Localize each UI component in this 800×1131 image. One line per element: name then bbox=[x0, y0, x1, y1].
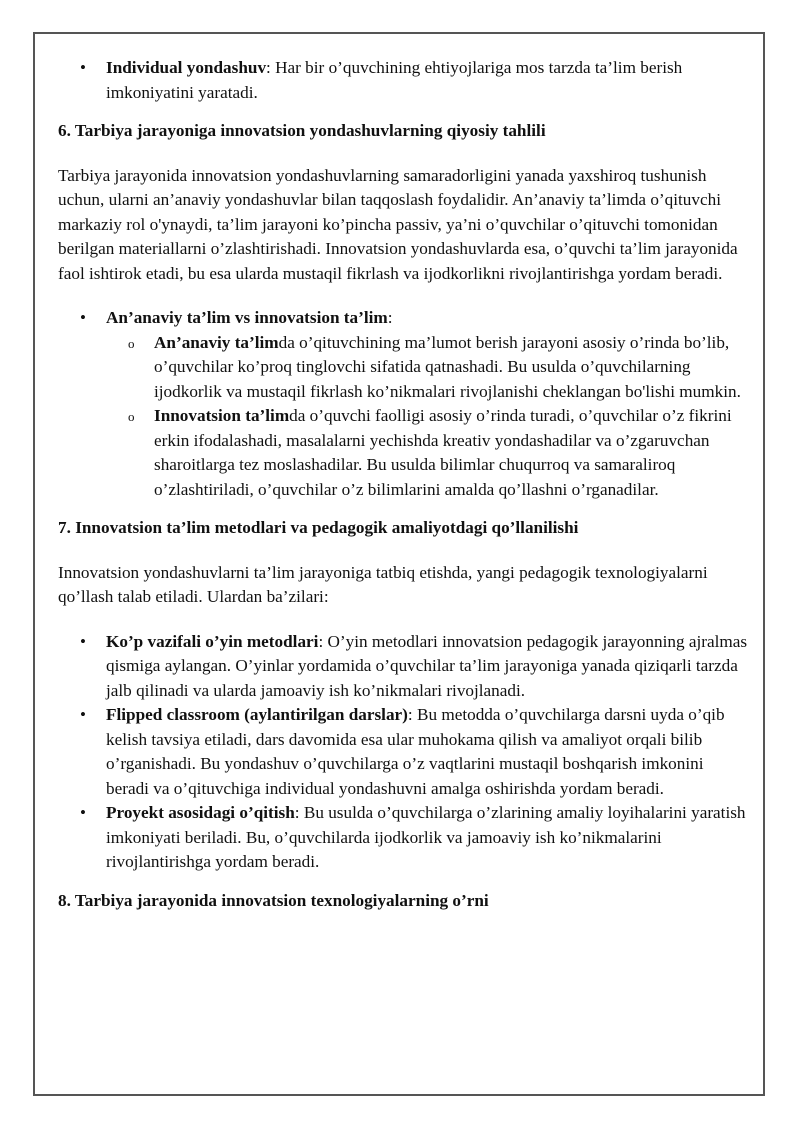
list-item bbox=[106, 703, 748, 801]
item-term: Proyekt asosidagi o’qitish bbox=[106, 803, 295, 822]
section-6-heading: 6. Tarbiya jarayoniga innovatsion yondashuvlarning qiyosiy tahlili bbox=[58, 121, 546, 140]
list-item bbox=[106, 630, 748, 704]
comparison-suffix: : bbox=[387, 308, 393, 327]
item-text: : Bu usulda o’quvchilarga o’zlarining amaliy loyihalarini yaratish imkoniyati beriladi. Bu, o’quvchilarda ijodkorlik va jamoaviy ish ko’nikmalarini rivojlantirishga yordam beradi. bbox=[106, 803, 746, 871]
item-term: Flipped classroom (aylantirilgan darslar) bbox=[106, 705, 408, 724]
sub-term: An’anaviy ta’lim bbox=[154, 332, 279, 352]
comparison-term: An’anaviy ta’lim vs innovatsion ta’lim bbox=[106, 308, 388, 327]
list-item bbox=[106, 56, 748, 105]
sub-term: Innovatsion ta’lim bbox=[154, 406, 290, 425]
comparison-sublist bbox=[106, 331, 748, 503]
sublist-item bbox=[154, 404, 748, 502]
comparison-list bbox=[58, 306, 748, 502]
section-7-heading: 7. Innovatsion ta’lim metodlari va pedagogik amaliyotdagi qo’llanilishi bbox=[58, 518, 579, 537]
item-text: : Bu metodda o’quvchilarga darsni uyda o’qib kelish tavsiya etiladi, dars davomida esa ular muhokama qilish va amaliyot orqali bilib o’rganishadi. Bu yondashuv o’quvchilarga o’z vaqtlarini mustaqil boshqarish imkonini beradi va o’qituvchiga individual yondashuvni amalga oshirishda yordam beradi. bbox=[106, 705, 725, 798]
item-term: Ko’p vazifali o’yin metodlari bbox=[106, 631, 319, 651]
document-body bbox=[58, 56, 748, 913]
section-8-heading: 8. Tarbiya jarayonida innovatsion texnologiyalarning o’rni bbox=[58, 890, 489, 910]
methods-list bbox=[58, 630, 748, 875]
sub-text: da o’qituvchining ma’lumot berish jarayoni asosiy o’rinda bo’lib, o’quvchilar ko’proq tinglovchi sifatida qatnashadi. Bu usulda o’quvchilarning ijodkorlik va mustaqil fikrlash ko’nikmalari rivojlanishi cheklangan bo'lishi mumkin. bbox=[154, 332, 741, 401]
item-term: Individual yondashuv bbox=[106, 58, 267, 77]
sublist-item bbox=[154, 331, 748, 405]
sub-text: da o’quvchi faolligi asosiy o’rinda turadi, o’quvchilar o’z fikrini erkin ifodalashadi, masalalarni yechishda kreativ yondashadilar va o’zgaruvchan sharoitlarga tez moslashadilar. Bu usulda bilimlar chuqurroq va samaraliroq o’zlashtiriladi, o’quvchilar o’z bilimlarini amalda qo’llashni o’rganadilar. bbox=[154, 406, 732, 499]
list-item bbox=[106, 801, 748, 875]
item-text: : O’yin metodlari innovatsion pedagogik jarayonning ajralmas qismiga aylangan. O’yinlar yordamida o’quvchilar ta’lim jarayoniga yanada qiziqarli tarzda jalb qilinadi va ularda jamoaviy ish ko’nikmalari rivojlanadi. bbox=[106, 631, 748, 700]
top-bullet-list bbox=[58, 56, 748, 105]
section-7-paragraph: Innovatsion yondashuvlarni ta’lim jarayoniga tatbiq etishda, yangi pedagogik texnologiyalarni qo’llash talab etiladi. Ulardan ba’zilari: bbox=[58, 562, 708, 606]
item-text: : Har bir o’quvchining ehtiyojlariga mos tarzda ta’lim berish imkoniyatini yaratadi. bbox=[106, 58, 683, 102]
list-item bbox=[106, 306, 748, 502]
section-6-paragraph: Tarbiya jarayonida innovatsion yondashuvlarning samaradorligini yanada yaxshiroq tushunish uchun, ularni an’anaviy yondashuvlar bilan taqqoslash foydalidir. An’anaviy ta’limda o’qituvchi markaziy rol o'ynaydi, ta’lim jarayoni ko’pincha passiv, ya’ni o’quvchilar o’qituvchi tomonidan berilgan materiallarni o’zlashtirishadi. Innovatsion yondashuvlarda esa, o’quvchi ta’lim jarayonida faol ishtirok etadi, bu esa ularda mustaqil fikrlash va ijodkorlikni rivojlantirishga yordam beradi. bbox=[58, 165, 738, 283]
